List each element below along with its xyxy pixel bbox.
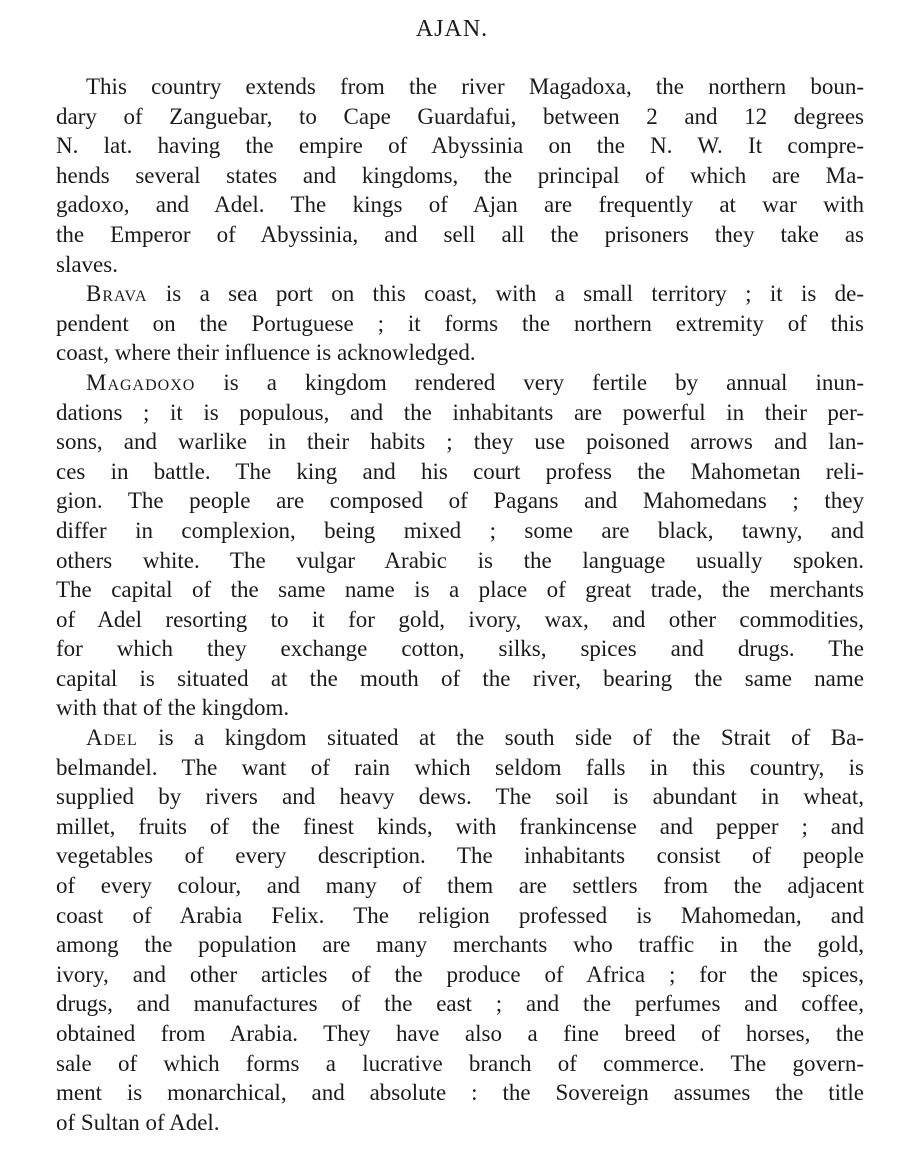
text-line: others white. The vulgar Arabic is the language usually spoken. [56,547,864,573]
text-line: ivory, and other articles of the produce of Africa ; for the spices, [56,961,864,987]
text-line: supplied by rivers and heavy dews. The soil is abundant in wheat, [56,784,864,810]
text-line-rest: is a kingdom rendered very fertile by annual inun- [195,369,864,395]
paragraph-lead-adel: Adel [86,725,138,751]
text-line: N. lat. having the empire of Abyssinia on the N. W. It compre- [56,133,864,159]
text-line-rest: is a sea port on this coast, with a small territory ; it is de- [147,281,864,307]
text-line: the Emperor of Abyssinia, and sell all the prisoners they take as [56,221,864,247]
text-line: of every colour, and many of them are settlers from the adjacent [56,873,864,899]
text-line: gion. The people are composed of Pagans and Mahomedans ; they [56,488,864,514]
text-line: capital is situated at the mouth of the river, bearing the same name [56,665,864,691]
text-line: for which they exchange cotton, silks, spices and drugs. The [56,636,864,662]
page-title: AJAN. [415,16,489,42]
text-line: belmandel. The want of rain which seldom falls in this country, is [56,754,864,780]
text-line: This country extends from the river Magadoxa, the northern boun- [86,74,864,99]
text-line: dary of Zanguebar, to Cape Guardafui, between 2 and 12 degrees [56,103,864,129]
text-line [56,279,864,309]
text-line: dations ; it is populous, and the inhabitants are powerful in their per- [56,399,864,425]
text-line-rest: is a kingdom situated at the south side of the Strait of Ba- [137,725,864,751]
text-line: sale of which forms a lucrative branch of commerce. The govern- [56,1050,864,1076]
text-line: with that of the kingdom. [56,695,290,721]
text-line: vegetables of every description. The inhabitants consist of people [56,843,864,869]
text-line: obtained from Arabia. They have also a fine breed of horses, the [56,1021,864,1046]
paragraph-lead-magadoxo: Magadoxo [86,369,196,395]
text-line: The capital of the same name is a place of great trade, the merchants [56,577,864,603]
text-line: sons, and warlike in their habits ; they use poisoned arrows and lan- [56,429,864,455]
body-text [56,72,864,1137]
text-line: ces in battle. The king and his court profess the Mahometan reli- [56,458,864,484]
text-line: coast, where their influence is acknowledged. [56,340,476,366]
paragraph-adel [56,723,864,1137]
text-line: drugs, and manufactures of the east ; and the perfumes and coffee, [56,991,864,1017]
text-line: of Adel resorting to it for gold, ivory, wax, and other commodities, [56,606,864,632]
text-line: millet, fruits of the finest kinds, with frankincense and pepper ; and [56,813,864,839]
text-line: gadoxo, and Adel. The kings of Ajan are frequently at war with [56,192,864,218]
paragraph-lead-brava: Brava [86,281,148,307]
paragraph-magadoxo [56,368,864,723]
text-line: hends several states and kingdoms, the principal of which are Ma- [56,162,864,188]
paragraph-brava [56,279,864,368]
text-line [56,368,864,398]
text-line [56,723,864,753]
text-line: pendent on the Portuguese ; it forms the northern extremity of this [56,310,864,336]
paragraph-ajan-intro [56,72,864,279]
text-line: among the population are many merchants who traffic in the gold, [56,932,864,958]
text-line: of Sultan of Adel. [56,1109,220,1135]
text-line: ment is monarchical, and absolute : the Sovereign assumes the title [56,1080,864,1106]
text-line: differ in complexion, being mixed ; some are black, tawny, and [56,517,864,543]
text-line: coast of Arabia Felix. The religion professed is Mahomedan, and [56,902,864,928]
text-line: slaves. [56,251,118,277]
